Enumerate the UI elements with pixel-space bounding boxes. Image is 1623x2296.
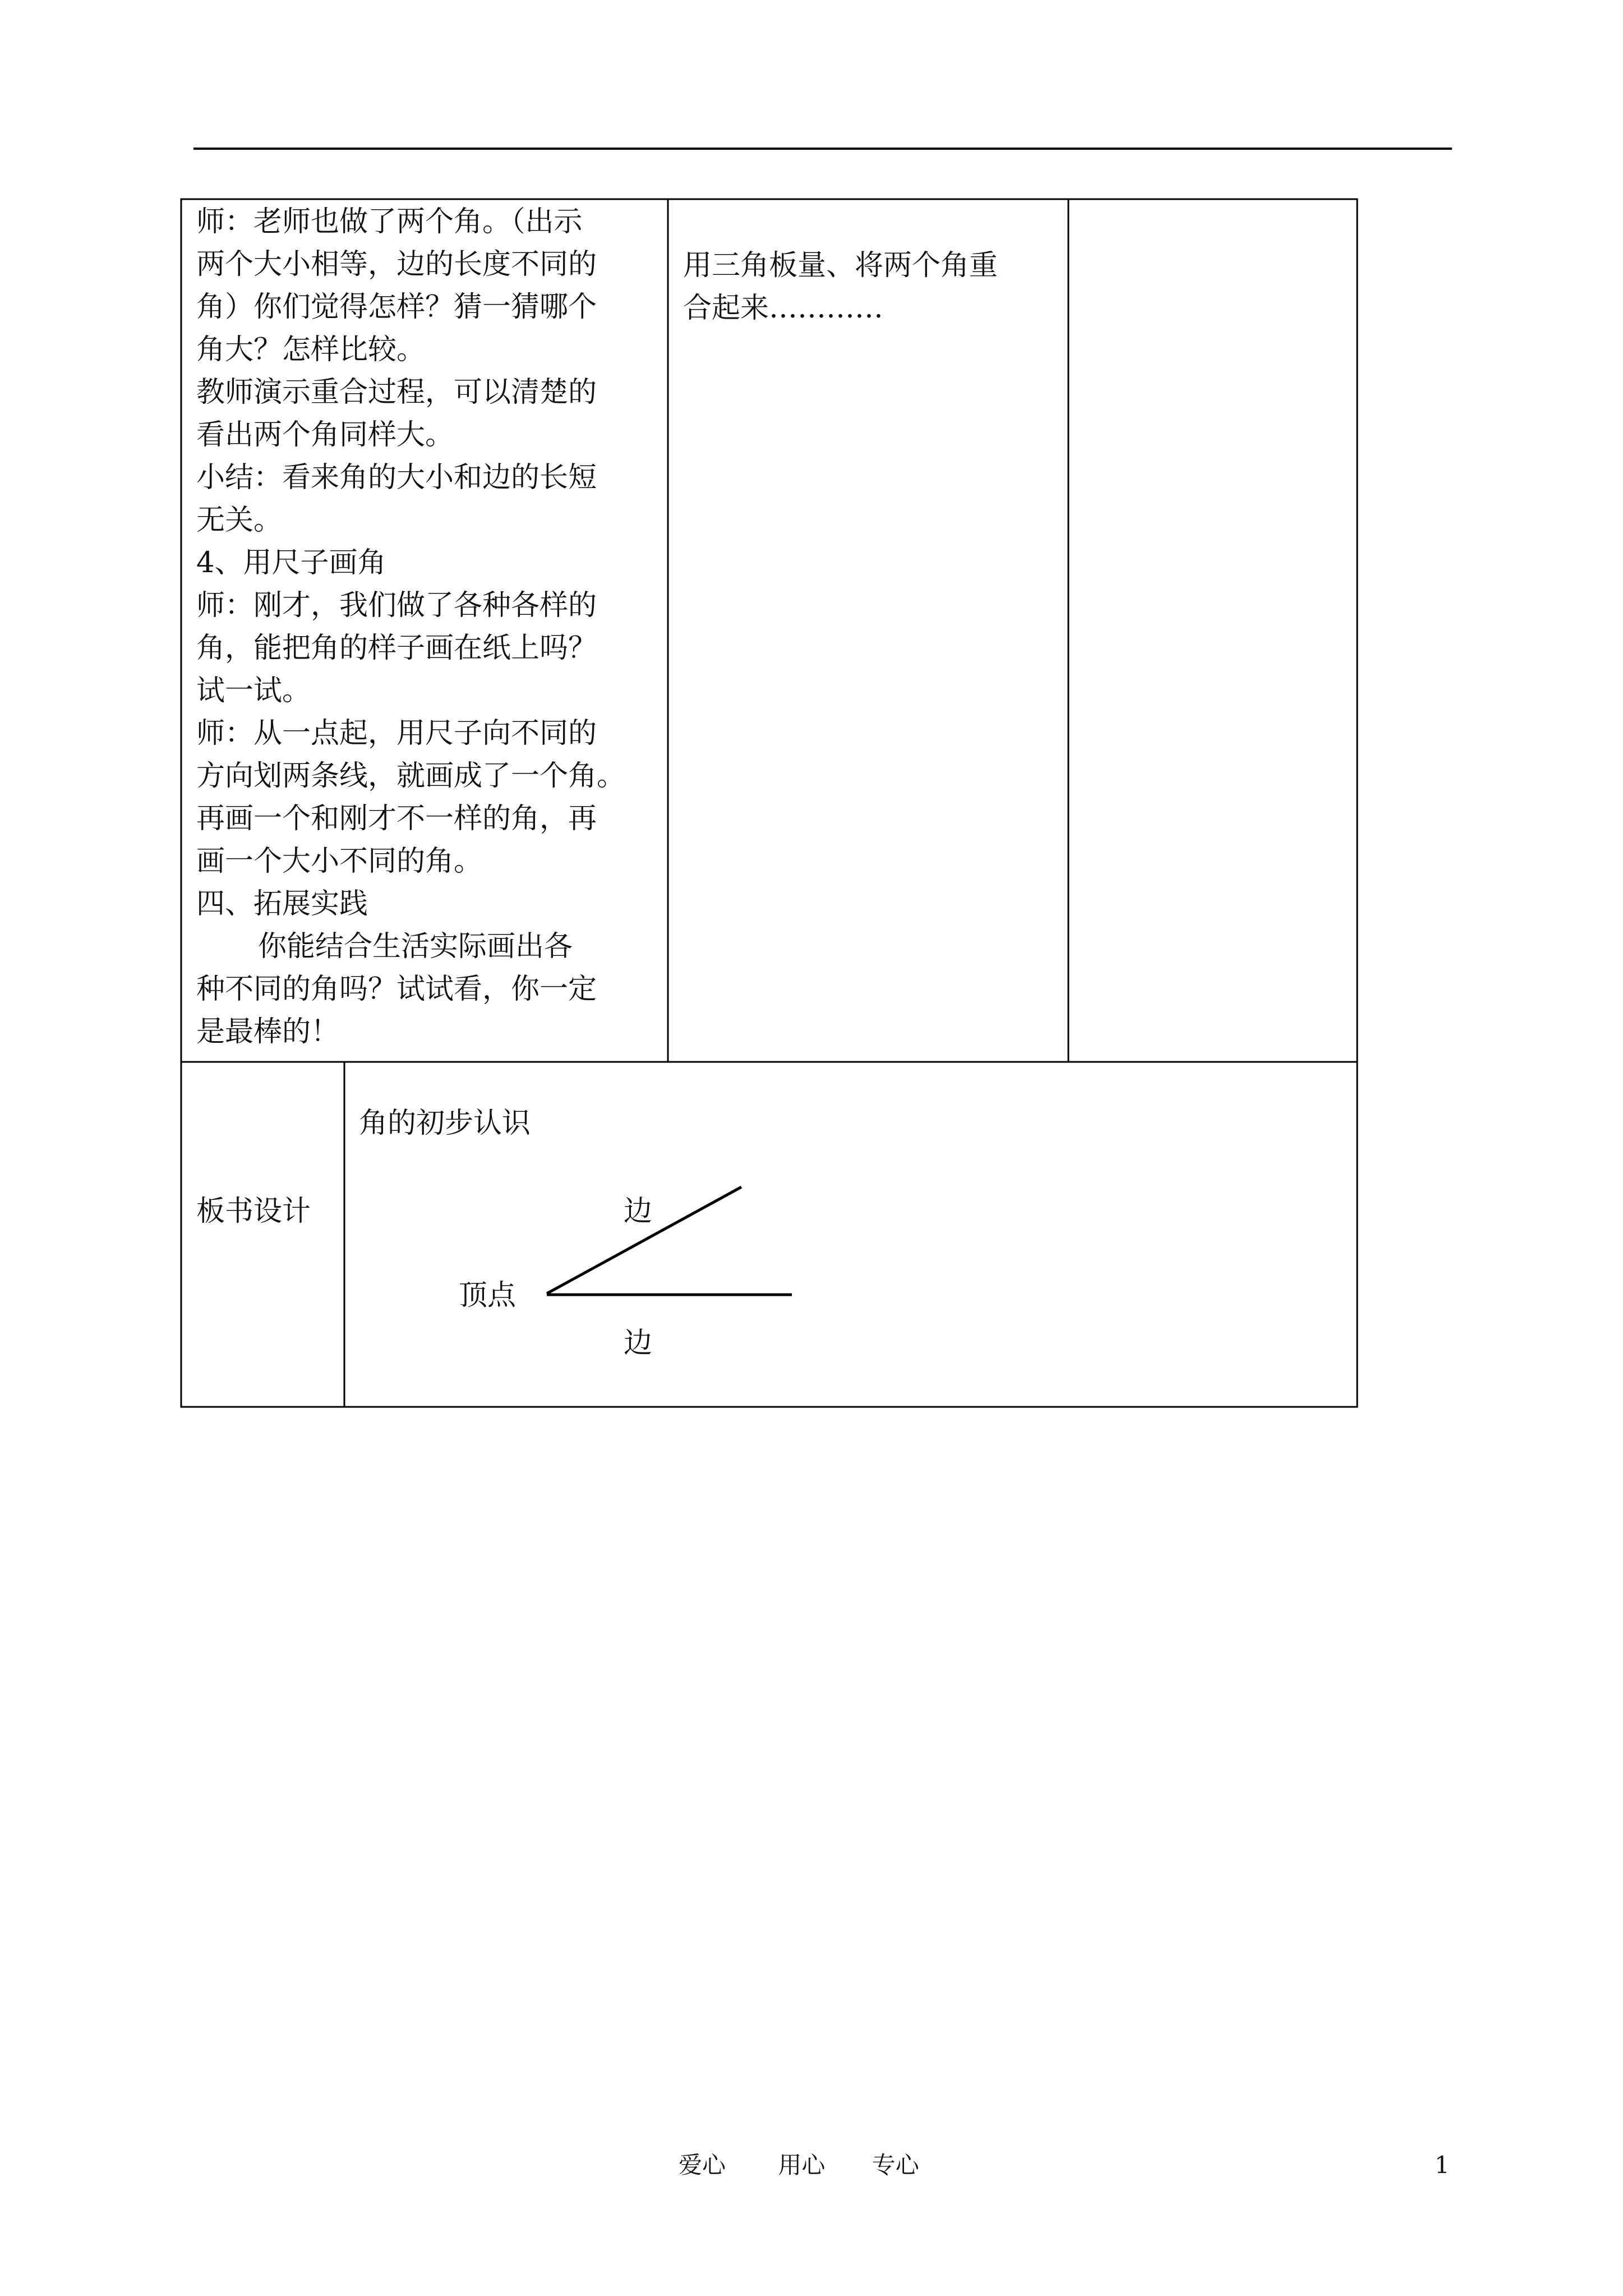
board-design-label: 板书设计 (196, 1195, 311, 1228)
left-line: 方向划两条线，就画成了一个角。 (196, 760, 626, 793)
left-line: 再画一个和刚才不一样的角，再 (196, 802, 597, 835)
footer-motto-1: 爱心 (679, 2151, 726, 2179)
left-line: 教师演示重合过程，可以清楚的 (196, 376, 597, 409)
left-column-text (196, 201, 625, 1053)
middle-column-text (683, 245, 998, 330)
angle-diagram (547, 1187, 792, 1295)
bottom-edge-label: 边 (624, 1327, 653, 1360)
middle-line: 合起来………… (683, 292, 884, 325)
left-line: 角大？怎样比较。 (196, 333, 426, 366)
left-line: 小结：看来角的大小和边的长短 (196, 461, 597, 494)
left-line: 四、拓展实践 (196, 887, 368, 921)
left-line: 角，能把角的样子画在纸上吗？ (196, 632, 597, 665)
left-line: 无关。 (196, 504, 283, 537)
footer-motto-2: 用心 (778, 2151, 826, 2179)
left-line: 角）你们觉得怎样？猜一猜哪个 (196, 291, 597, 324)
page-number: 1 (1435, 2151, 1450, 2179)
left-line: 4、用尺子画角 (196, 546, 386, 579)
left-line: 试一试。 (196, 674, 311, 707)
vertex-label: 顶点 (459, 1279, 517, 1312)
left-line: 师：老师也做了两个角。（出示 (196, 205, 583, 238)
left-line: 两个大小相等，边的长度不同的 (196, 248, 597, 281)
board-design-title: 角的初步认识 (359, 1107, 531, 1140)
left-line: 师：刚才，我们做了各种各样的 (196, 589, 597, 622)
left-line: 是最棒的！ (196, 1015, 340, 1048)
left-line: 种不同的角吗？试试看，你一定 (196, 973, 597, 1006)
top-edge-label: 边 (624, 1195, 653, 1228)
footer-motto-3: 专心 (872, 2151, 919, 2179)
left-line: 你能结合生活实际画出各 (258, 930, 573, 963)
footer-motto (679, 2151, 919, 2179)
middle-line: 用三角板量、将两个角重 (683, 249, 998, 282)
left-line: 看出两个角同样大。 (196, 418, 454, 452)
left-line: 师：从一点起，用尺子向不同的 (196, 717, 597, 750)
left-line: 画一个大小不同的角。 (196, 845, 483, 878)
